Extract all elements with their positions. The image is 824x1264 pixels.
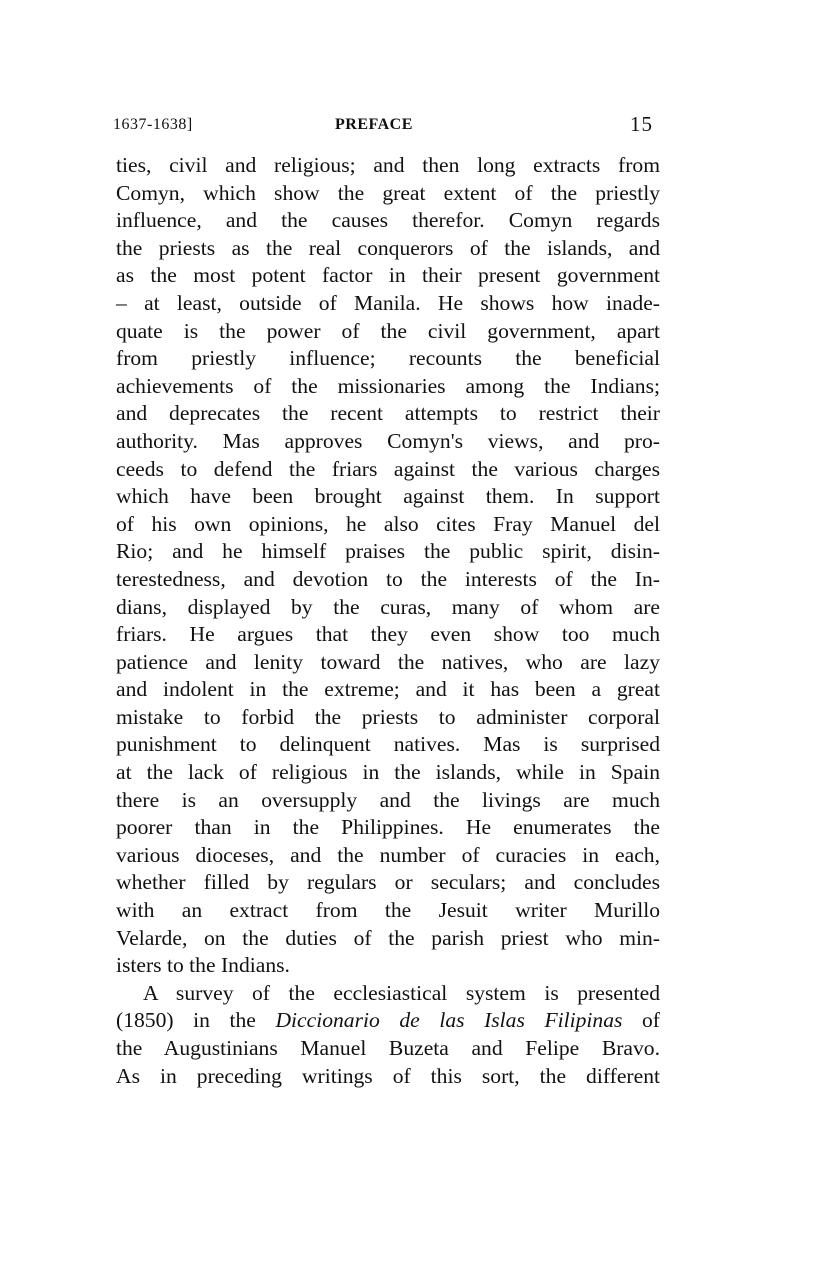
text-line: Rio; and he himself praises the public spirit, disin- (116, 539, 660, 564)
text-line: ceeds to defend the friars against the various charges (116, 456, 660, 481)
text-line: there is an oversupply and the livings are much (116, 787, 660, 812)
text-fragment: (1850) in the (116, 1008, 276, 1033)
text-line: friars. He argues that they even show too much (116, 622, 660, 647)
text-fragment: of (622, 1008, 660, 1033)
header-dates: 1637-1638] (113, 116, 193, 133)
text-line (116, 1007, 660, 1035)
text-line: Comyn, which show the great extent of the priestly (116, 180, 660, 205)
text-line: which have been brought against them. In support (116, 484, 660, 509)
text-line: A survey of the ecclesiastical system is presented (143, 980, 660, 1005)
text-line: terestedness, and devotion to the interests of the In- (116, 566, 660, 591)
text-line: Velarde, on the duties of the parish priest who min- (116, 925, 660, 950)
running-header (113, 112, 659, 140)
text-line: achievements of the missionaries among the Indians; (116, 373, 660, 398)
paragraph-1 (116, 152, 660, 980)
text-line: As in preceding writings of this sort, the different (116, 1063, 660, 1088)
page-number: 15 (630, 112, 653, 136)
text-line: of his own opinions, he also cites Fray Manuel del (116, 511, 660, 536)
text-line: whether filled by regulars or seculars; and concludes (116, 870, 660, 895)
text-line: – at least, outside of Manila. He shows how inade- (116, 290, 660, 315)
text-line: and indolent in the extreme; and it has been a great (116, 677, 660, 702)
text-line: isters to the Indians. (116, 953, 290, 978)
body-text (116, 152, 660, 1090)
text-line: the Augustinians Manuel Buzeta and Felipe Bravo. (116, 1036, 660, 1060)
text-line: mistake to forbid the priests to administer corporal (116, 704, 660, 729)
text-line: patience and lenity toward the natives, who are lazy (116, 649, 660, 674)
text-line: from priestly influence; recounts the beneficial (116, 346, 660, 371)
book-title: Diccionario de las Islas Filipinas (275, 1008, 623, 1033)
text-line: as the most potent factor in their present government (116, 263, 660, 288)
text-line: authority. Mas approves Comyn's views, and pro- (116, 428, 660, 453)
text-line: at the lack of religious in the islands, while in Spain (116, 760, 660, 785)
text-line: with an extract from the Jesuit writer Murillo (116, 898, 660, 923)
text-line: ties, civil and religious; and then long extracts from (116, 153, 660, 177)
paragraph-2 (116, 980, 660, 1090)
text-line: various dioceses, and the number of curacies in each, (116, 842, 660, 867)
text-line: punishment to delinquent natives. Mas is surprised (116, 732, 660, 757)
text-line: influence, and the causes therefor. Comyn regards (116, 208, 660, 233)
text-line: and deprecates the recent attempts to restrict their (116, 401, 660, 426)
text-line: poorer than in the Philippines. He enumerates the (116, 815, 660, 840)
text-line: quate is the power of the civil government, apart (116, 318, 660, 343)
header-title: PREFACE (335, 116, 413, 133)
text-line: dians, displayed by the curas, many of whom are (116, 594, 660, 619)
text-line: the priests as the real conquerors of the islands, and (116, 235, 660, 260)
